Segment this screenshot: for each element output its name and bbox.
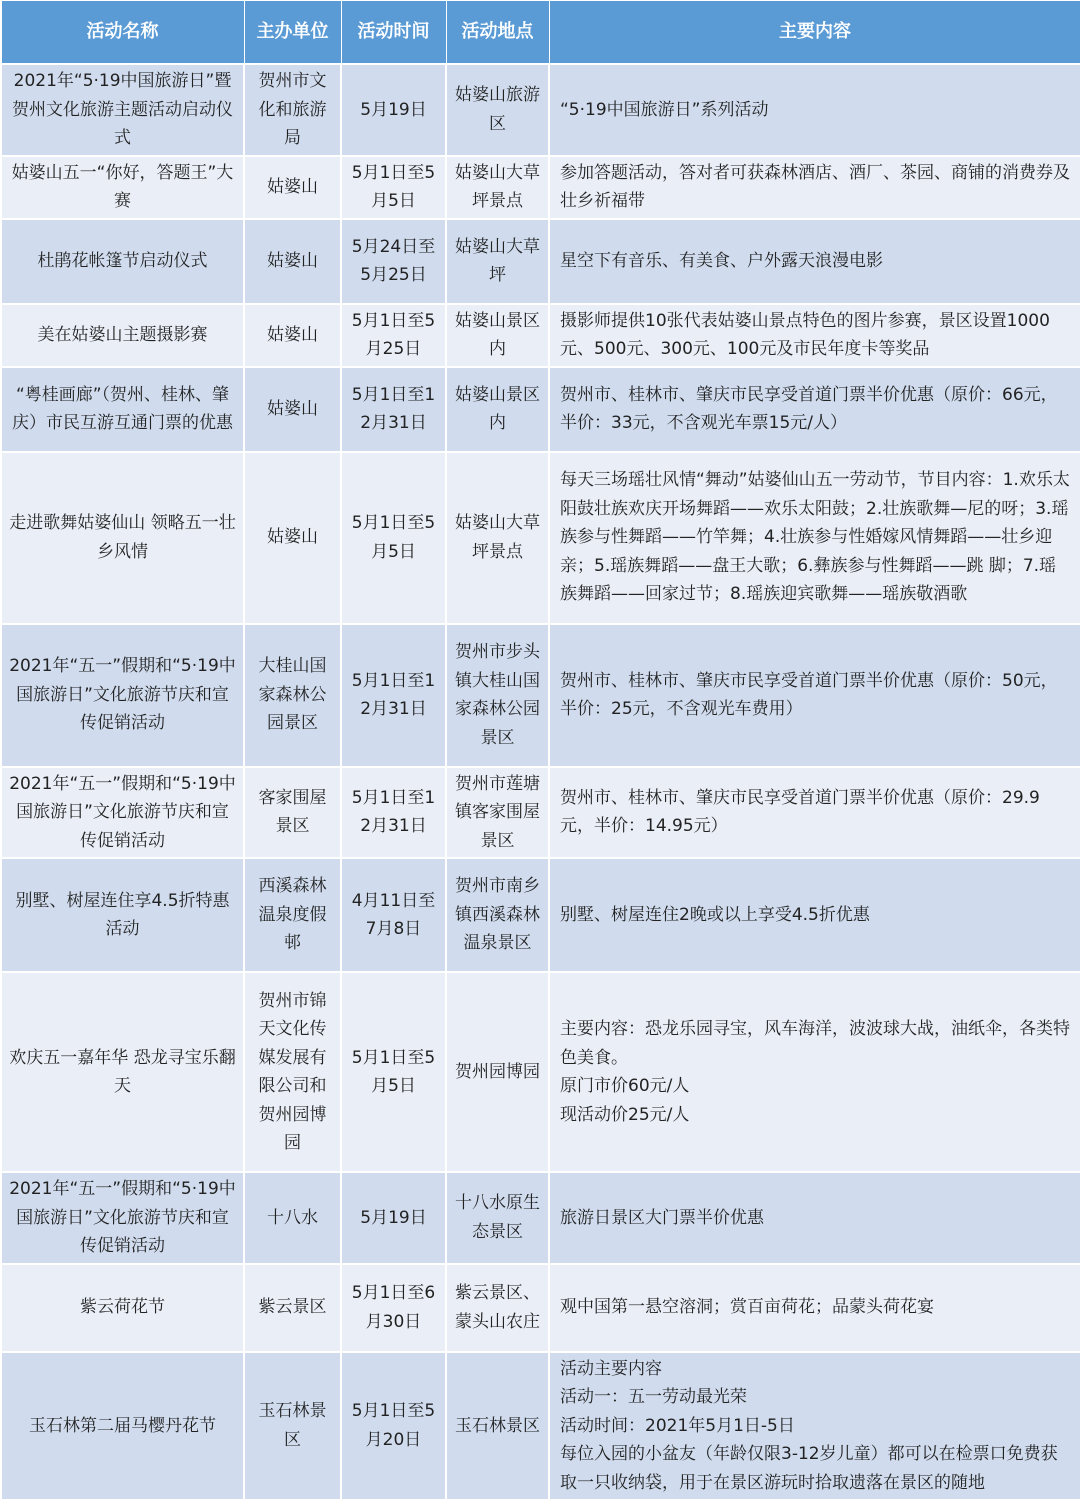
table-row [1, 304, 1080, 367]
organizer-cell: 客家围屋景区 [244, 767, 341, 859]
time-cell: 5月19日 [341, 64, 446, 156]
time-cell: 5月1日至12月31日 [341, 767, 446, 859]
table-row [1, 156, 1080, 219]
time-cell: 5月1日至6月30日 [341, 1264, 446, 1352]
activity-name-cell: 杜鹃花帐篷节启动仪式 [1, 219, 244, 304]
activity-name-cell: 玉石林第二届马樱丹花节 [1, 1352, 244, 1501]
content-cell: 贺州市、桂林市、肇庆市民享受首道门票半价优惠（原价：66元，半价：33元，不含观光车票15元/人） [549, 367, 1080, 452]
activity-name-cell: 别墅、树屋连住享4.5折特惠活动 [1, 858, 244, 972]
activity-name-cell: 紫云荷花节 [1, 1264, 244, 1352]
organizer-cell: 十八水 [244, 1172, 341, 1264]
table-row [1, 624, 1080, 767]
place-cell: 姑婆山景区内 [446, 367, 549, 452]
place-cell: 姑婆山大草坪景点 [446, 156, 549, 219]
table-row [1, 367, 1080, 452]
content-cell: 观中国第一悬空溶洞；赏百亩荷花；品蒙头荷花宴 [549, 1264, 1080, 1352]
time-cell: 5月1日至5月5日 [341, 972, 446, 1172]
place-cell: 姑婆山大草坪 [446, 219, 549, 304]
time-cell: 5月24日至5月25日 [341, 219, 446, 304]
organizer-cell: 姑婆山 [244, 452, 341, 624]
content-cell: “5·19中国旅游日”系列活动 [549, 64, 1080, 156]
header-main-content: 主要内容 [549, 1, 1080, 65]
table-row [1, 64, 1080, 156]
time-cell: 4月11日至7月8日 [341, 858, 446, 972]
organizer-cell: 姑婆山 [244, 219, 341, 304]
place-cell: 姑婆山景区内 [446, 304, 549, 367]
table-row [1, 1172, 1080, 1264]
content-cell: 活动主要内容 活动一：五一劳动最光荣 活动时间：2021年5月1日-5日 每位入园的小盆友（年龄仅限3-12岁儿童）都可以在检票口免费获取一只收纳袋，用于在景区游玩时拾取遗落在景区的随地 [549, 1352, 1080, 1501]
table-row [1, 1264, 1080, 1352]
activity-name-cell: 2021年“五一”假期和“5·19中国旅游日”文化旅游节庆和宣传促销活动 [1, 767, 244, 859]
content-cell: 星空下有音乐、有美食、户外露天浪漫电影 [549, 219, 1080, 304]
content-cell: 贺州市、桂林市、肇庆市民享受首道门票半价优惠（原价：29.9元，半价：14.95元） [549, 767, 1080, 859]
content-cell: 别墅、树屋连住2晚或以上享受4.5折优惠 [549, 858, 1080, 972]
content-cell: 摄影师提供10张代表姑婆山景点特色的图片参赛，景区设置1000元、500元、300元、100元及市民年度卡等奖品 [549, 304, 1080, 367]
header-activity-time: 活动时间 [341, 1, 446, 65]
content-cell: 每天三场瑶壮风情“舞动”姑婆仙山五一劳动节，节目内容：1.欢乐太阳鼓壮族欢庆开场舞蹈——欢乐太阳鼓；2.壮族歌舞—尼的呀；3.瑶族参与性舞蹈——竹竿舞；4.壮族参与性婚嫁风情舞蹈——壮乡迎亲；5.瑶族舞蹈——盘王大歌；6.彝族参与性舞蹈——跳 脚；7.瑶族舞蹈——回家过节；8.瑶族迎宾歌舞——瑶族敬酒歌 [549, 452, 1080, 624]
table-row [1, 452, 1080, 624]
place-cell: 姑婆山旅游区 [446, 64, 549, 156]
activity-name-cell: 2021年“五一”假期和“5·19中国旅游日”文化旅游节庆和宣传促销活动 [1, 1172, 244, 1264]
organizer-cell: 玉石林景区 [244, 1352, 341, 1501]
header-organizer: 主办单位 [244, 1, 341, 65]
content-cell: 旅游日景区大门票半价优惠 [549, 1172, 1080, 1264]
activity-name-cell: 2021年“五一”假期和“5·19中国旅游日”文化旅游节庆和宣传促销活动 [1, 624, 244, 767]
time-cell: 5月1日至12月31日 [341, 367, 446, 452]
content-cell: 主要内容：恐龙乐园寻宝，风车海洋，波波球大战，油纸伞，各类特色美食。 原门市价60元/人 现活动价25元/人 [549, 972, 1080, 1172]
activity-name-cell: 欢庆五一嘉年华 恐龙寻宝乐翻天 [1, 972, 244, 1172]
table-row [1, 219, 1080, 304]
organizer-cell: 姑婆山 [244, 367, 341, 452]
time-cell: 5月1日至5月5日 [341, 452, 446, 624]
table-row [1, 767, 1080, 859]
place-cell: 姑婆山大草坪景点 [446, 452, 549, 624]
place-cell: 贺州市莲塘镇客家围屋景区 [446, 767, 549, 859]
place-cell: 紫云景区、蒙头山农庄 [446, 1264, 549, 1352]
header-row [1, 1, 1080, 65]
content-cell: 参加答题活动，答对者可获森林酒店、酒厂、茶园、商铺的消费券及壮乡祈福带 [549, 156, 1080, 219]
place-cell: 十八水原生态景区 [446, 1172, 549, 1264]
table-row [1, 1352, 1080, 1501]
organizer-cell: 姑婆山 [244, 304, 341, 367]
activity-name-cell: 姑婆山五一“你好，答题王”大赛 [1, 156, 244, 219]
organizer-cell: 姑婆山 [244, 156, 341, 219]
activity-name-cell: “粤桂画廊”（贺州、桂林、肇庆）市民互游互通门票的优惠 [1, 367, 244, 452]
time-cell: 5月1日至5月25日 [341, 304, 446, 367]
activity-name-cell: 走进歌舞姑婆仙山 领略五一壮乡风情 [1, 452, 244, 624]
time-cell: 5月1日至5月5日 [341, 156, 446, 219]
place-cell: 玉石林景区 [446, 1352, 549, 1501]
place-cell: 贺州市步头镇大桂山国家森林公园景区 [446, 624, 549, 767]
time-cell: 5月19日 [341, 1172, 446, 1264]
content-cell: 贺州市、桂林市、肇庆市民享受首道门票半价优惠（原价：50元，半价：25元，不含观光车费用） [549, 624, 1080, 767]
organizer-cell: 贺州市文化和旅游局 [244, 64, 341, 156]
table-row [1, 858, 1080, 972]
organizer-cell: 西溪森林温泉度假邨 [244, 858, 341, 972]
place-cell: 贺州园博园 [446, 972, 549, 1172]
activity-name-cell: 2021年“5·19中国旅游日”暨贺州文化旅游主题活动启动仪式 [1, 64, 244, 156]
header-activity-name: 活动名称 [1, 1, 244, 65]
activity-name-cell: 美在姑婆山主题摄影赛 [1, 304, 244, 367]
table-row [1, 972, 1080, 1172]
header-activity-place: 活动地点 [446, 1, 549, 65]
organizer-cell: 紫云景区 [244, 1264, 341, 1352]
organizer-cell: 贺州市锦天文化传媒发展有限公司和贺州园博园 [244, 972, 341, 1172]
time-cell: 5月1日至5月20日 [341, 1352, 446, 1501]
place-cell: 贺州市南乡镇西溪森林温泉景区 [446, 858, 549, 972]
time-cell: 5月1日至12月31日 [341, 624, 446, 767]
organizer-cell: 大桂山国家森林公园景区 [244, 624, 341, 767]
